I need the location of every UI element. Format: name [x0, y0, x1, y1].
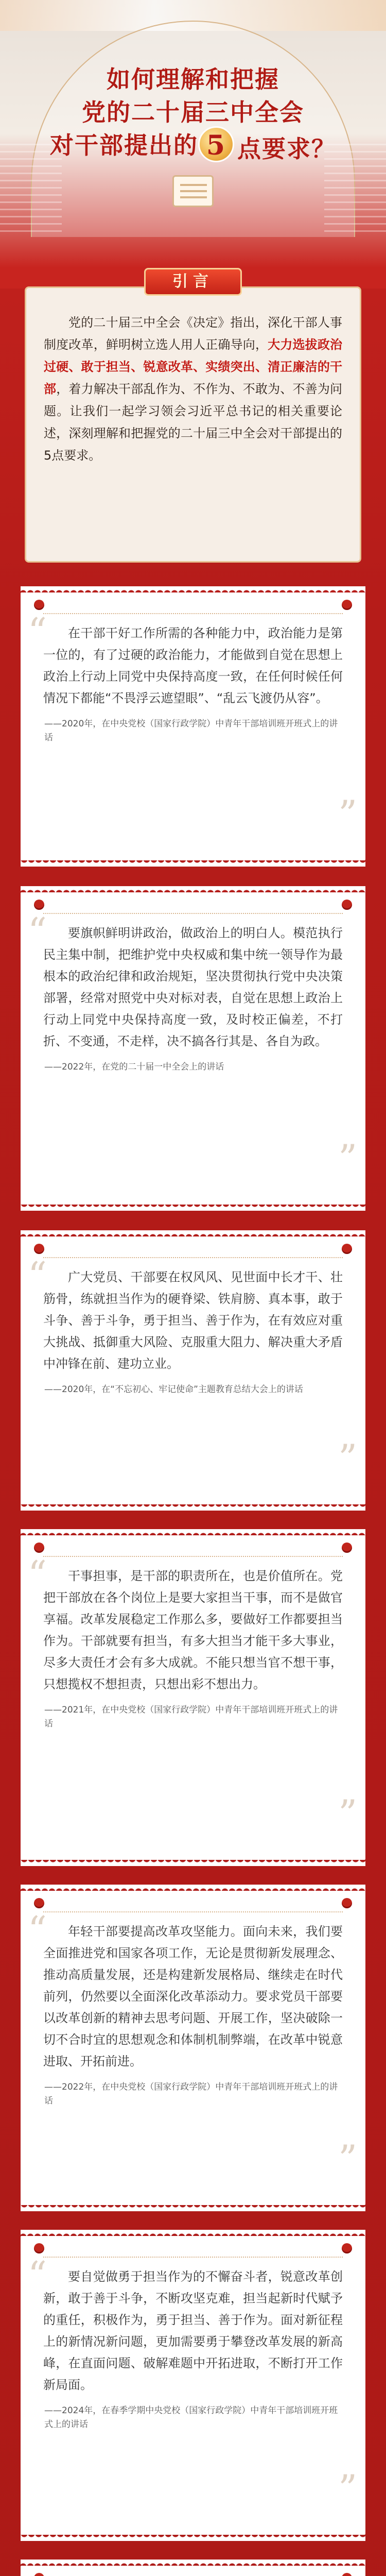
close-quote-icon: ”	[338, 1137, 357, 1180]
quote-card	[21, 892, 365, 1205]
card-dotted-rule	[43, 2257, 343, 2258]
quote-source: ——2024年，在春季学期中央党校（国家行政学院）中青年干部培训班开班式上的讲话	[44, 2405, 338, 2430]
close-quote-icon: ”	[338, 1792, 357, 1835]
quote-card	[21, 2236, 365, 2535]
header-banner	[0, 0, 386, 289]
card-pins	[21, 1244, 365, 1254]
quote-card	[21, 1891, 365, 2205]
pin-icon	[34, 1898, 44, 1908]
pin-icon	[342, 1244, 352, 1254]
title-prefix: 对干部提出的	[50, 131, 198, 159]
pin-icon	[34, 1244, 44, 1254]
scroll-document-icon	[172, 175, 214, 207]
open-quote-icon: “	[28, 1553, 47, 1596]
close-quote-icon: ”	[338, 2467, 357, 2510]
close-quote-icon: ”	[338, 2137, 357, 2180]
card-pins	[21, 600, 365, 610]
intro-text-part-2: ，着力解决干部乱作为、不作为、不敢为、不善为问题。让我们一起学习领会习近平总书记的相关重要论述，深刻理解和把握党的二十届三中全会对干部提出的5点要求。	[44, 382, 343, 463]
pin-icon	[34, 2573, 44, 2576]
title-line-3	[0, 127, 386, 165]
quote-source: ——2021年，在中央党校（国家行政学院）中青年干部培训班开班式上的讲话	[44, 1705, 338, 1729]
quote-source: ——2020年，在中央党校（国家行政学院）中青年干部培训班开班式上的讲话	[44, 719, 338, 743]
card-dotted-rule	[43, 1257, 343, 1258]
pin-icon	[342, 600, 352, 610]
open-quote-icon: “	[28, 1254, 47, 1297]
close-quote-icon: ”	[338, 1436, 357, 1480]
quote-text: 在干部干好工作所需的各种能力中，政治能力是第一位的，有了过硬的政治能力，才能做到自觉在思想上政治上行动上同党中央保持高度一致，在任何时候任何情况下都能“不畏浮云遮望眼”、“乱云飞渡仍从容”。	[43, 626, 343, 705]
quote-text: 要自觉做勇于担当作为的不懈奋斗者，锐意改革创新，敢于善于斗争，不断攻坚克难，担当起新时代赋予的重任，积极作为，勇于担当、善于作为。面对新征程上的新情况新问题，更加需要勇于攀登改革发展的新高峰，在直面问题、破解难题中开拓进取，不断打开工作新局面。	[43, 2269, 343, 2392]
intro-text-highlight: 大力选拔政治过硬、敢于担当、锐意改革、实绩突出、清正廉洁的干部	[44, 337, 343, 396]
card-pins	[21, 2573, 365, 2576]
quote-card	[21, 592, 365, 860]
open-quote-icon: “	[28, 910, 47, 953]
close-quote-icon: ”	[338, 792, 357, 836]
quote-card	[21, 1535, 365, 1860]
quote-card	[21, 2566, 365, 2576]
open-quote-icon: “	[28, 610, 47, 653]
pin-icon	[34, 2243, 44, 2253]
card-pins	[21, 900, 365, 910]
pin-icon	[34, 900, 44, 910]
pin-icon	[34, 600, 44, 610]
intro-text	[44, 312, 342, 467]
card-dotted-rule	[43, 613, 343, 614]
open-quote-icon: “	[28, 1908, 47, 1952]
card-dotted-rule	[43, 1911, 343, 1912]
title-line-1: 如何理解和把握	[107, 65, 279, 93]
pin-icon	[342, 2243, 352, 2253]
title-suffix: 点要求？	[237, 135, 336, 163]
title-number-badge: 5	[198, 126, 234, 162]
card-dotted-rule	[43, 1556, 343, 1557]
pin-icon	[342, 1543, 352, 1553]
quote-text: 广大党员、干部要在权风风、见世面中长才干、壮筋骨，练就担当作为的硬脊梁、铁肩膀、真本事，敢于斗争、善于斗争，勇于担当、善于作为，在有效应对重大挑战、抵御重大风险、克服重大阻力、解决重大矛盾中冲锋在前、建功立业。	[43, 1270, 343, 1371]
quote-source: ——2022年，在中央党校（国家行政学院）中青年干部培训班开班式上的讲话	[44, 2082, 338, 2106]
card-dotted-rule	[43, 913, 343, 914]
quote-source: ——2022年，在党的二十届一中全会上的讲话	[44, 1062, 224, 1072]
intro-box	[25, 286, 361, 563]
quote-source: ——2020年，在“不忘初心、牢记使命”主题教育总结大会上的讲话	[44, 1384, 303, 1395]
quote-text: 要旗帜鲜明讲政治，做政治上的明白人。模范执行民主集中制，把维护党中央权威和集中统一领导作为最根本的政治纪律和政治规矩，坚决贯彻执行党中央决策部署，经常对照党中央对标对表，自觉在思想上政治上行动上同党中央保持高度一致，及时校正偏差，不打折、不变通，不走样，决不搞各行其是、各自为政。	[43, 926, 343, 1048]
pin-icon	[342, 2573, 352, 2576]
quote-card	[21, 1236, 365, 1504]
card-pins	[21, 2243, 365, 2253]
card-pins	[21, 1898, 365, 1908]
quote-text: 年轻干部要提高改革攻坚能力。面向未来，我们要全面推进党和国家各项工作，无论是贯彻新发展理念、推动高质量发展，还是构建新发展格局、继续走在时代前列，仍然要以全面深化改革添动力。要求党员干部要以改革创新的精神去思考问题、开展工作，坚决破除一切不合时宜的思想观念和体制机制弊端，在改革中锐意进取、开拓前进。	[43, 1924, 343, 2069]
card-pins	[21, 1543, 365, 1553]
open-quote-icon: “	[28, 2253, 47, 2297]
title-line-2: 党的二十届三中全会	[82, 98, 304, 126]
intro-text-part-1: 党的二十届三中全会《决定》指出，深化干部人事制度改革，鲜明树立选人用人正确导向，	[44, 315, 342, 352]
pin-icon	[34, 1543, 44, 1553]
pin-icon	[342, 1898, 352, 1908]
quote-text: 干事担事，是干部的职责所在，也是价值所在。党把干部放在各个岗位上是要大家担当干事，而不是做官享福。改革发展稳定工作那么多，要做好工作都要担当作为。干部就要有担当，有多大担当才能干多大事业，尽多大责任才会有多大成就。不能只想当官不想干事，只想揽权不想担责，只想出彩不想出力。	[43, 1569, 343, 1691]
intro-tag: 引言	[144, 268, 242, 296]
pin-icon	[342, 900, 352, 910]
